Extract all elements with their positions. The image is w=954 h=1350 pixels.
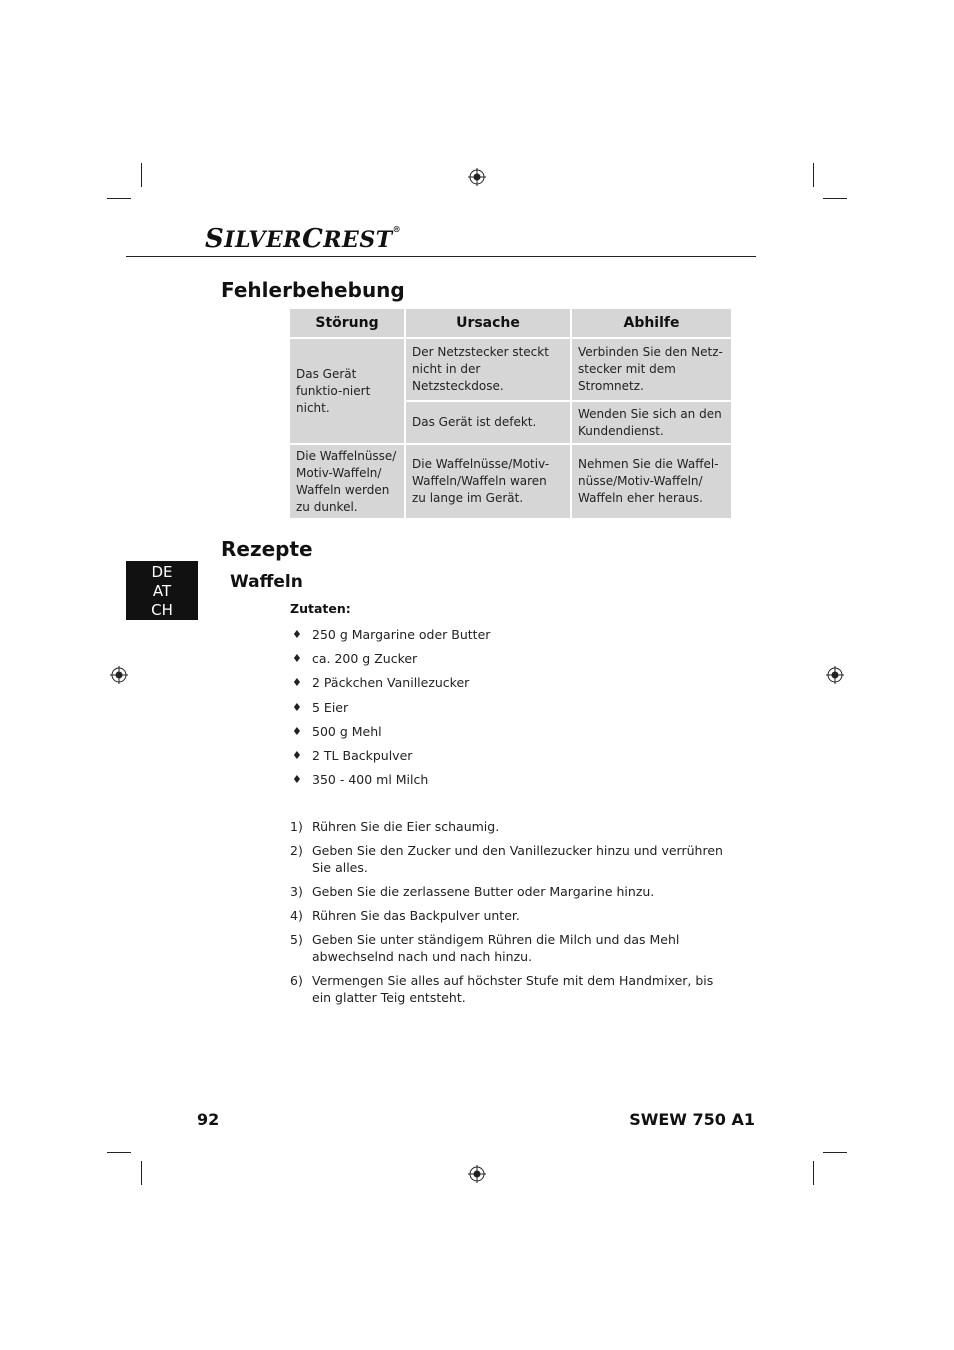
diamond-bullet-icon: ♦	[292, 748, 302, 762]
list-item	[290, 818, 730, 835]
troubleshooting-table	[290, 309, 731, 520]
remedy-cell: Verbinden Sie den Netz-stecker mit dem Stromnetz.	[572, 339, 731, 402]
cause-cell: Die Waffelnüsse/Motiv-Waffeln/Waffeln waren zu lange im Gerät.	[406, 445, 572, 520]
ingredient-text: 500 g Mehl	[312, 723, 382, 739]
list-item	[290, 883, 730, 900]
cause-cell: Das Gerät ist defekt.	[406, 402, 572, 445]
list-item	[290, 931, 730, 965]
crop-mark	[813, 1161, 814, 1185]
list-item	[292, 747, 490, 771]
language-code: AT	[152, 582, 172, 600]
language-tab	[126, 561, 198, 620]
diamond-bullet-icon: ♦	[292, 724, 302, 738]
column-header: Störung	[290, 309, 406, 339]
header-rule	[126, 256, 756, 257]
step-text: Rühren Sie das Backpulver unter.	[312, 908, 520, 923]
registration-mark-icon	[468, 168, 486, 186]
diamond-bullet-icon: ♦	[292, 628, 302, 641]
step-text: Vermengen Sie alles auf höchster Stufe mit dem Handmixer, bis ein glatter Teig entsteht.	[312, 973, 714, 1005]
section-title-troubleshooting: Fehlerbehebung	[221, 278, 405, 302]
ingredients-label: Zutaten:	[290, 601, 351, 616]
crop-mark	[107, 1152, 131, 1153]
list-item	[292, 674, 490, 698]
remedy-cell: Wenden Sie sich an den Kundendienst.	[572, 402, 731, 445]
brand-logo	[205, 224, 401, 254]
diamond-bullet-icon: ♦	[292, 676, 302, 690]
ingredient-text: 350 - 400 ml Milch	[312, 772, 429, 788]
step-text: Rühren Sie die Eier schaumig.	[312, 819, 500, 834]
table-header-row	[290, 309, 731, 339]
fault-cell: Das Gerät funktio-niert nicht.	[290, 339, 406, 445]
list-item	[292, 626, 490, 650]
section-title-recipes: Rezepte	[221, 537, 313, 561]
logo-letters: REST	[323, 227, 393, 253]
cause-cell: Der Netzstecker steckt nicht in der Netzsteckdose.	[406, 339, 572, 402]
ingredients-list	[292, 626, 490, 795]
step-text: Geben Sie unter ständigem Rühren die Milch und das Mehl abwechselnd nach und nach hinzu.	[312, 932, 680, 964]
list-item	[290, 842, 730, 876]
step-text: Geben Sie den Zucker und den Vanillezucker hinzu und verrühren Sie alles.	[312, 843, 723, 875]
table-row	[290, 445, 731, 520]
ingredient-text: 5 Eier	[312, 699, 349, 715]
column-header: Abhilfe	[572, 309, 731, 339]
crop-mark	[823, 1152, 847, 1153]
logo-letter: S	[205, 224, 225, 254]
list-item	[292, 723, 490, 747]
crop-mark	[813, 163, 814, 187]
list-item	[290, 907, 730, 924]
table-row	[290, 339, 731, 402]
step-number: 1)	[290, 819, 303, 834]
diamond-bullet-icon: ♦	[292, 700, 302, 714]
list-item	[292, 771, 490, 795]
diamond-bullet-icon: ♦	[292, 773, 302, 787]
list-item	[292, 699, 490, 723]
step-number: 2)	[290, 843, 303, 858]
step-number: 4)	[290, 908, 303, 923]
step-number: 6)	[290, 973, 303, 988]
language-code: DE	[151, 563, 173, 581]
ingredient-text: 250 g Margarine oder Butter	[312, 627, 491, 642]
crop-mark	[107, 198, 131, 199]
step-number: 3)	[290, 884, 303, 899]
registration-mark-icon	[468, 1165, 486, 1183]
recipe-title: Waffeln	[230, 572, 303, 592]
page-number: 92	[197, 1110, 220, 1129]
step-text: Geben Sie die zerlassene Butter oder Margarine hinzu.	[312, 884, 655, 899]
ingredient-text: ca. 200 g Zucker	[312, 651, 418, 667]
crop-mark	[141, 1161, 142, 1185]
ingredient-text: 2 TL Backpulver	[312, 747, 413, 763]
fault-cell: Die Waffelnüsse/ Motiv-Waffeln/ Waffeln werden zu dunkel.	[290, 445, 406, 520]
remedy-cell: Nehmen Sie die Waffel-nüsse/Motiv-Waffeln/ Waffeln eher heraus.	[572, 445, 731, 520]
registration-mark-icon	[110, 666, 128, 684]
language-code: CH	[151, 601, 173, 619]
logo-letters: ILVER	[224, 227, 303, 253]
model-number: SWEW 750 A1	[629, 1110, 755, 1129]
step-number: 5)	[290, 932, 303, 947]
registration-mark-icon	[826, 666, 844, 684]
registered-mark: ®	[392, 224, 402, 234]
list-item	[292, 650, 490, 674]
crop-mark	[823, 198, 847, 199]
steps-list	[290, 818, 730, 1013]
diamond-bullet-icon: ♦	[292, 652, 302, 666]
list-item	[290, 972, 730, 1006]
column-header: Ursache	[406, 309, 572, 339]
logo-letter: C	[302, 224, 324, 254]
ingredient-text: 2 Päckchen Vanillezucker	[312, 675, 470, 691]
crop-mark	[141, 163, 142, 187]
